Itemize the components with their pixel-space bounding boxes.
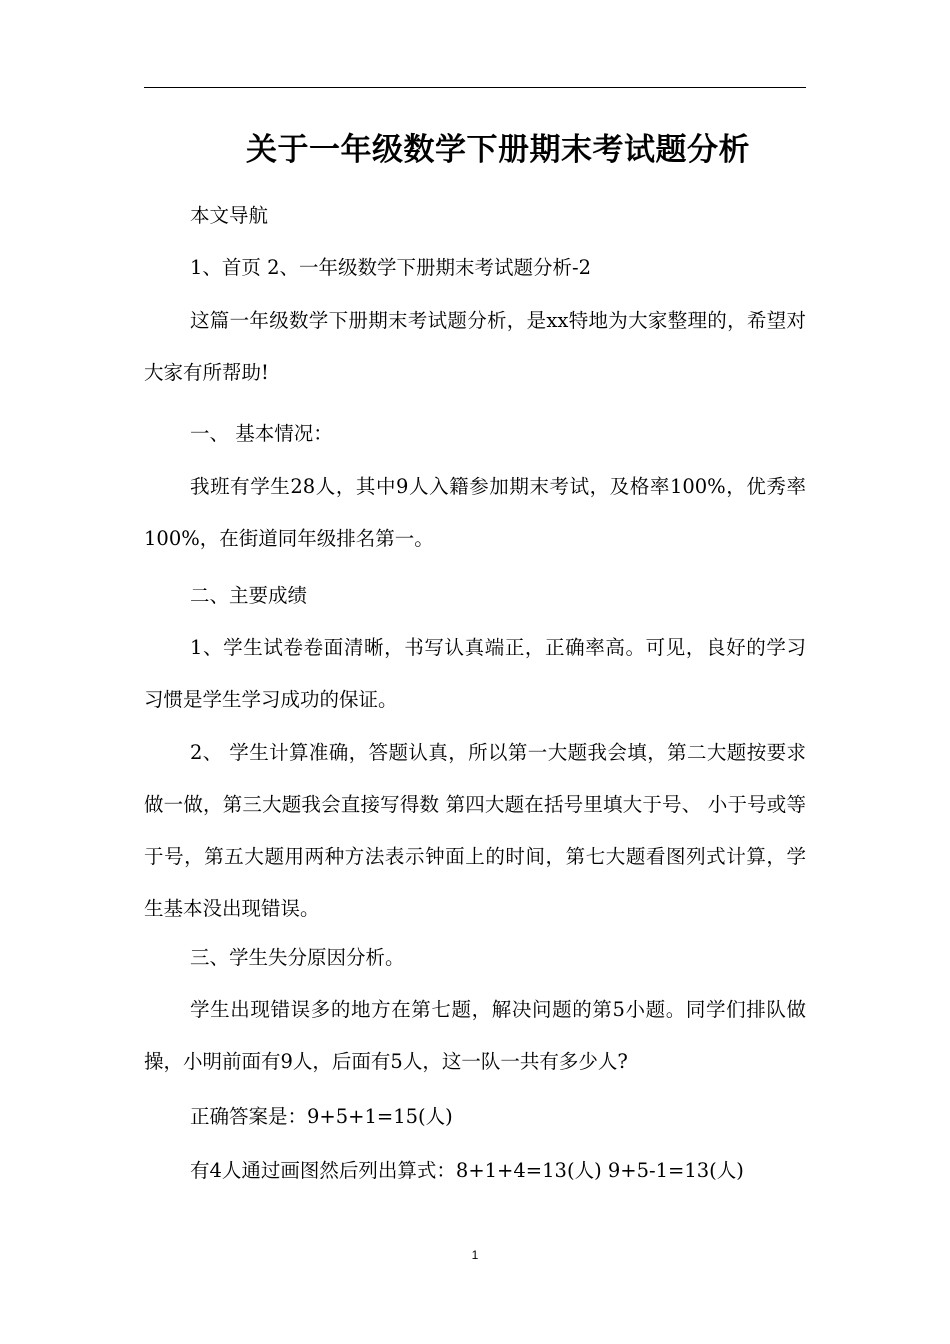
paragraph-nav-links: 1、首页 2、一年级数学下册期末考试题分析-2 xyxy=(190,256,592,279)
paragraph-achievement-1: 1、学生试卷卷面清晰，书写认真端正，正确率高。可见，良好的学习习惯是学生学习成功的保证。 xyxy=(144,636,806,711)
paragraph-basic: 我班有学生28人，其中9人入籍参加期末考试，及格率100%，优秀率100%，在街道同年级排名第一。 xyxy=(144,475,806,550)
page-number: 1 xyxy=(471,1248,479,1262)
section-heading-analysis: 三、学生失分原因分析。 xyxy=(190,946,405,969)
paragraph-wrong-answers: 有4人通过画图然后列出算式：8+1+4=13(人) 9+5-1=13(人) xyxy=(190,1159,744,1182)
section-heading-achievements: 二、主要成绩 xyxy=(190,584,308,607)
document-title: 关于一年级数学下册期末考试题分析 xyxy=(246,132,750,168)
section-heading-basic: 一、 基本情况： xyxy=(190,422,333,445)
paragraph-achievement-2: 2、 学生计算准确，答题认真，所以第一大题我会填，第二大题按要求做一做，第三大题我会直接写得数 第四大题在括号里填大于号、 小于号或等于号，第五大题用两种方法表示钟面上的时间，第七大题看图列式计算，学生基本没出现错误。 xyxy=(144,741,806,920)
paragraph-correct-answer: 正确答案是：9+5+1=15(人) xyxy=(190,1105,453,1128)
header-rule xyxy=(144,87,806,88)
paragraph-nav-heading: 本文导航 xyxy=(190,204,269,227)
paragraph-analysis: 学生出现错误多的地方在第七题，解决问题的第5小题。同学们排队做操，小明前面有9人，后面有5人，这一队一共有多少人? xyxy=(144,998,806,1073)
paragraph-intro: 这篇一年级数学下册期末考试题分析，是xx特地为大家整理的，希望对大家有所帮助! xyxy=(144,309,806,384)
